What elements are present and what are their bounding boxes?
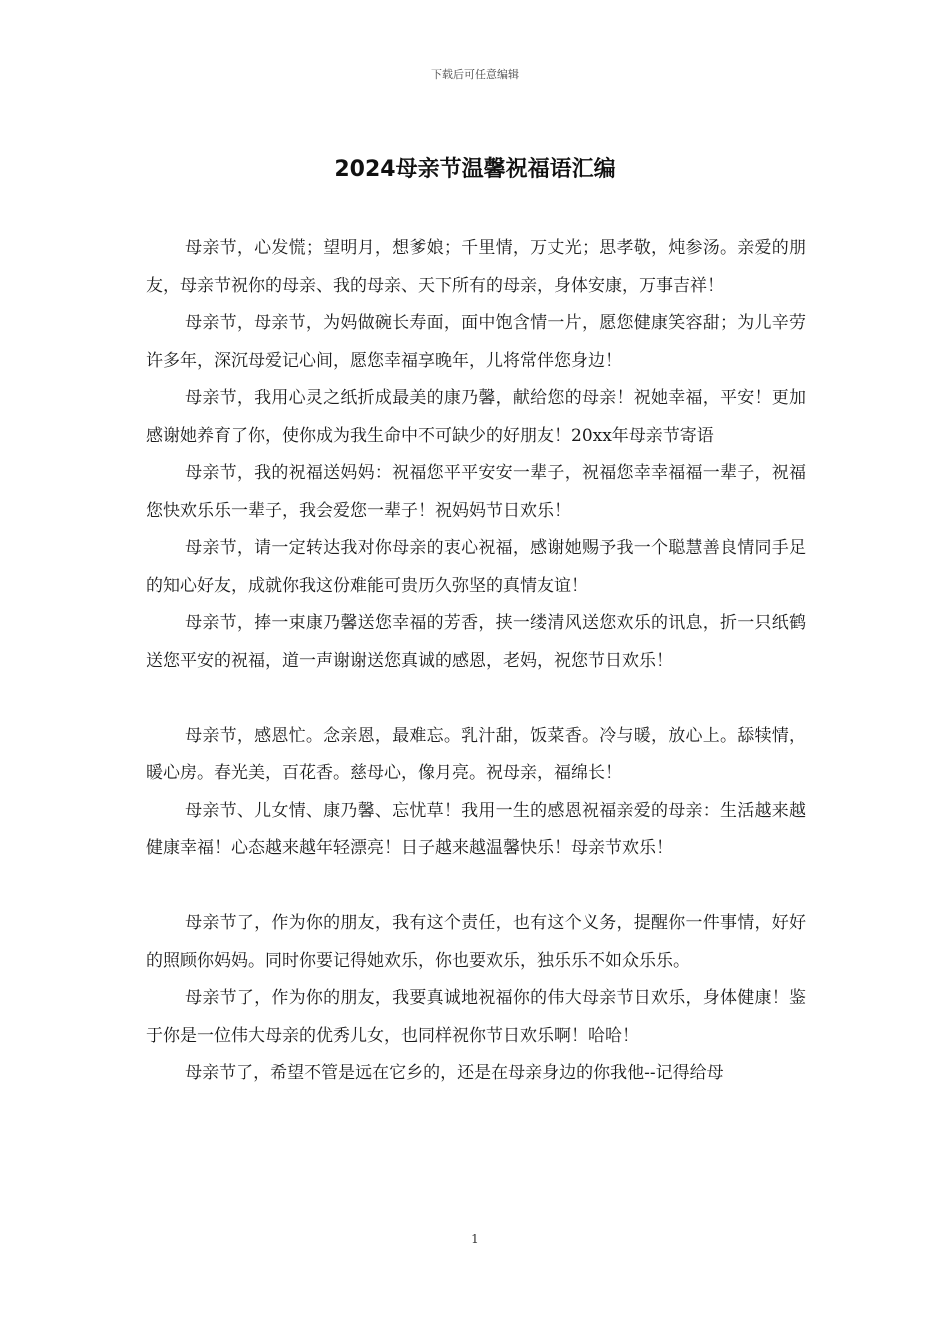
document-body — [146, 230, 806, 1093]
document-title: 2024母亲节温馨祝福语汇编 — [334, 157, 616, 182]
page-number: 1 — [471, 1232, 479, 1246]
paragraph: 母亲节了，作为你的朋友，我要真诚地祝福你的伟大母亲节日欢乐，身体健康！鉴于你是一位伟大母亲的优秀儿女，也同样祝你节日欢乐啊！哈哈！ — [146, 988, 806, 1046]
paragraph: 母亲节了，希望不管是远在它乡的，还是在母亲身边的你我他--记得给母 — [185, 1063, 724, 1083]
paragraph: 母亲节，捧一束康乃馨送您幸福的芳香，挟一缕清风送您欢乐的讯息，折一只纸鹤送您平安的祝福，道一声谢谢送您真诚的感恩，老妈，祝您节日欢乐！ — [146, 613, 806, 671]
paragraph: 母亲节，我的祝福送妈妈：祝福您平平安安一辈子，祝福您幸幸福福一辈子，祝福您快欢乐乐一辈子，我会爱您一辈子！祝妈妈节日欢乐！ — [146, 463, 806, 521]
blank-line — [146, 680, 806, 718]
paragraph: 母亲节，请一定转达我对你母亲的衷心祝福，感谢她赐予我一个聪慧善良情同手足的知心好友，成就你我这份难能可贵历久弥坚的真情友谊！ — [146, 538, 806, 596]
paragraph: 母亲节，我用心灵之纸折成最美的康乃馨，献给您的母亲！祝她幸福，平安！更加感谢她养育了你，使你成为我生命中不可缺少的好朋友！20xx年母亲节寄语 — [146, 388, 806, 446]
paragraph: 母亲节了，作为你的朋友，我有这个责任，也有这个义务，提醒你一件事情，好好的照顾你妈妈。同时你要记得她欢乐，你也要欢乐，独乐乐不如众乐乐。 — [146, 913, 806, 971]
page-header: 下载后可任意编辑 — [431, 68, 519, 81]
blank-line — [146, 868, 806, 906]
paragraph: 母亲节，感恩忙。念亲恩，最难忘。乳汁甜，饭菜香。冷与暖，放心上。舔犊情，暖心房。春光美，百花香。慈母心，像月亮。祝母亲，福绵长！ — [146, 725, 806, 783]
paragraph: 母亲节，母亲节，为妈做碗长寿面，面中饱含情一片，愿您健康笑容甜；为儿辛劳许多年，深沉母爱记心间，愿您幸福享晚年，儿将常伴您身边！ — [146, 313, 806, 371]
paragraph: 母亲节、儿女情、康乃馨、忘忧草！我用一生的感恩祝福亲爱的母亲：生活越来越健康幸福！心态越来越年轻漂亮！日子越来越温馨快乐！母亲节欢乐！ — [146, 800, 806, 858]
paragraph: 母亲节，心发慌；望明月，想爹娘；千里情，万丈光；思孝敬，炖参汤。亲爱的朋友，母亲节祝你的母亲、我的母亲、天下所有的母亲，身体安康，万事吉祥！ — [146, 238, 806, 296]
